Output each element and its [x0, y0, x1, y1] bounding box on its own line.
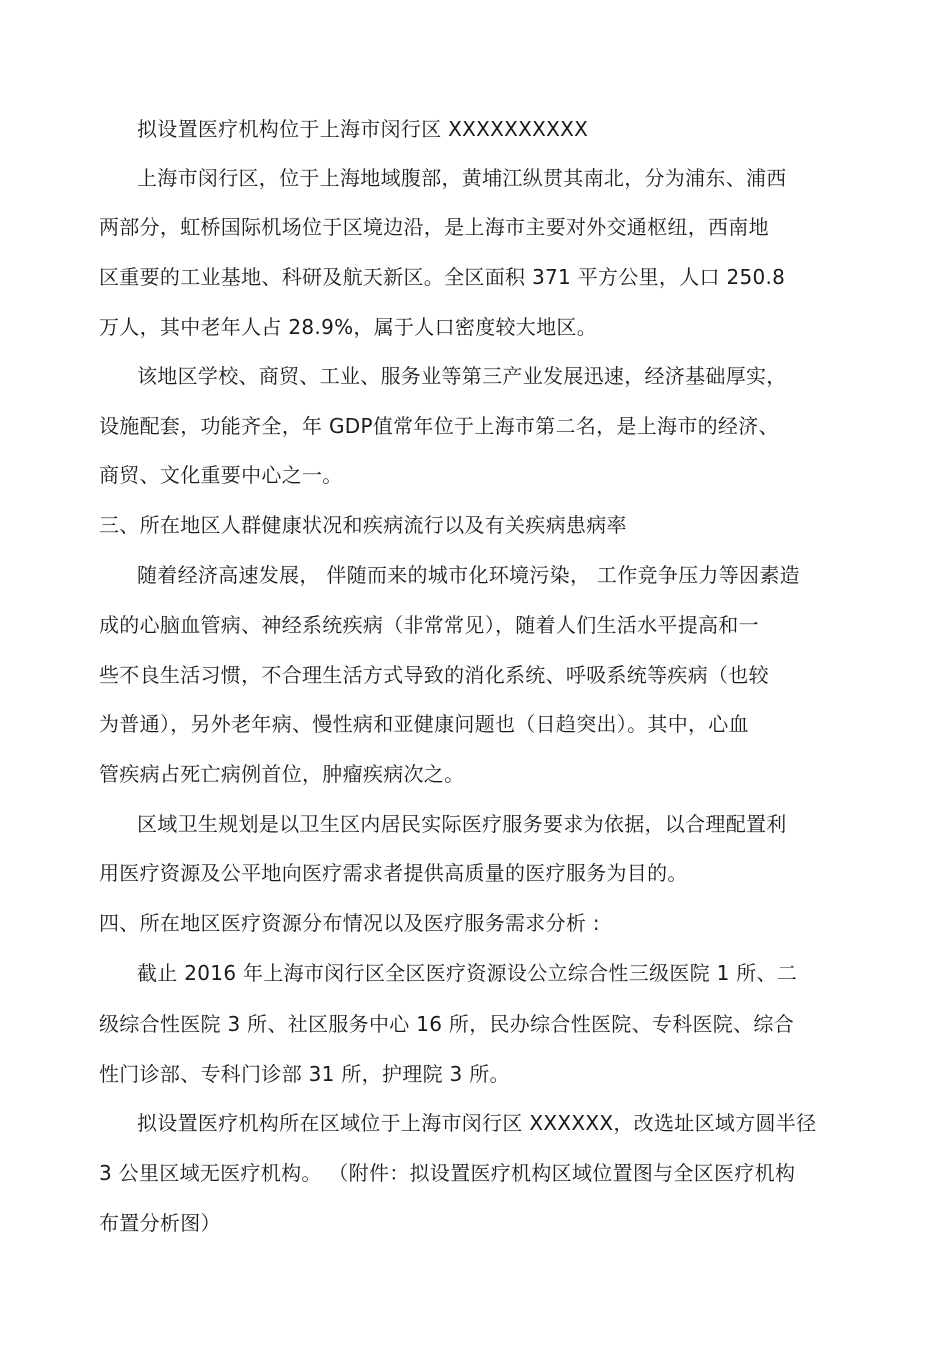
section-heading: 三、所在地区人群健康状况和疾病流行以及有关疾病患病率 — [99, 513, 627, 537]
paragraph-line: 万人，其中老年人占 28.9%，属于人口密度较大地区。 — [99, 315, 597, 339]
paragraph-line: 用医疗资源及公平地向医疗需求者提供高质量的医疗服务为目的。 — [99, 861, 688, 885]
paragraph-line: 些不良生活习惯，不合理生活方式导致的消化系统、呼吸系统等疾病（也较 — [99, 663, 769, 687]
paragraph-line: 性门诊部、专科门诊部 31 所，护理院 3 所。 — [99, 1062, 510, 1086]
paragraph-line: 设施配套，功能齐全，年 GDP值常年位于上海市第二名，是上海市的经济、 — [99, 414, 779, 438]
paragraph-line: 上海市闵行区，位于上海地域腹部，黄埔江纵贯其南北，分为浦东、浦西 — [137, 166, 787, 190]
paragraph-line: 随着经济高速发展， 伴随而来的城市化环境污染， 工作竞争压力等因素造 — [137, 563, 800, 587]
paragraph-line: 截止 2016 年上海市闵行区全区医疗资源设公立综合性三级医院 1 所、二 — [137, 961, 798, 985]
paragraph-line: 布置分析图） — [99, 1211, 221, 1235]
paragraph-line: 级综合性医院 3 所、社区服务中心 16 所，民办综合性医院、专科医院、综合 — [99, 1012, 795, 1036]
paragraph-line: 商贸、文化重要中心之一。 — [99, 463, 343, 487]
paragraph-line: 两部分，虹桥国际机场位于区境边沿，是上海市主要对外交通枢纽，西南地 — [99, 215, 769, 239]
paragraph-line: 成的心脑血管病、神经系统疾病（非常常见），随着人们生活水平提高和一 — [99, 613, 759, 637]
paragraph-line: 区域卫生规划是以卫生区内居民实际医疗服务要求为依据，以合理配置利 — [137, 812, 787, 836]
paragraph-line: 拟设置医疗机构位于上海市闵行区 XXXXXXXXXX — [137, 117, 589, 141]
section-heading: 四、所在地区医疗资源分布情况以及医疗服务需求分析 : — [99, 911, 600, 935]
paragraph-line: 管疾病占死亡病例首位，肿瘤疾病次之。 — [99, 762, 465, 786]
paragraph-line: 区重要的工业基地、科研及航天新区。全区面积 371 平方公里，人口 250.8 — [99, 265, 786, 289]
paragraph-line: 拟设置医疗机构所在区域位于上海市闵行区 XXXXXX，改选址区域方圆半径 — [137, 1111, 817, 1135]
paragraph-line: 为普通），另外老年病、慢性病和亚健康问题也（日趋突出）。其中，心血 — [99, 712, 749, 736]
paragraph-line: 3 公里区域无医疗机构。 （附件：拟设置医疗机构区域位置图与全区医疗机构 — [99, 1161, 796, 1185]
paragraph-line: 该地区学校、商贸、工业、服务业等第三产业发展迅速，经济基础厚实， — [137, 364, 787, 388]
